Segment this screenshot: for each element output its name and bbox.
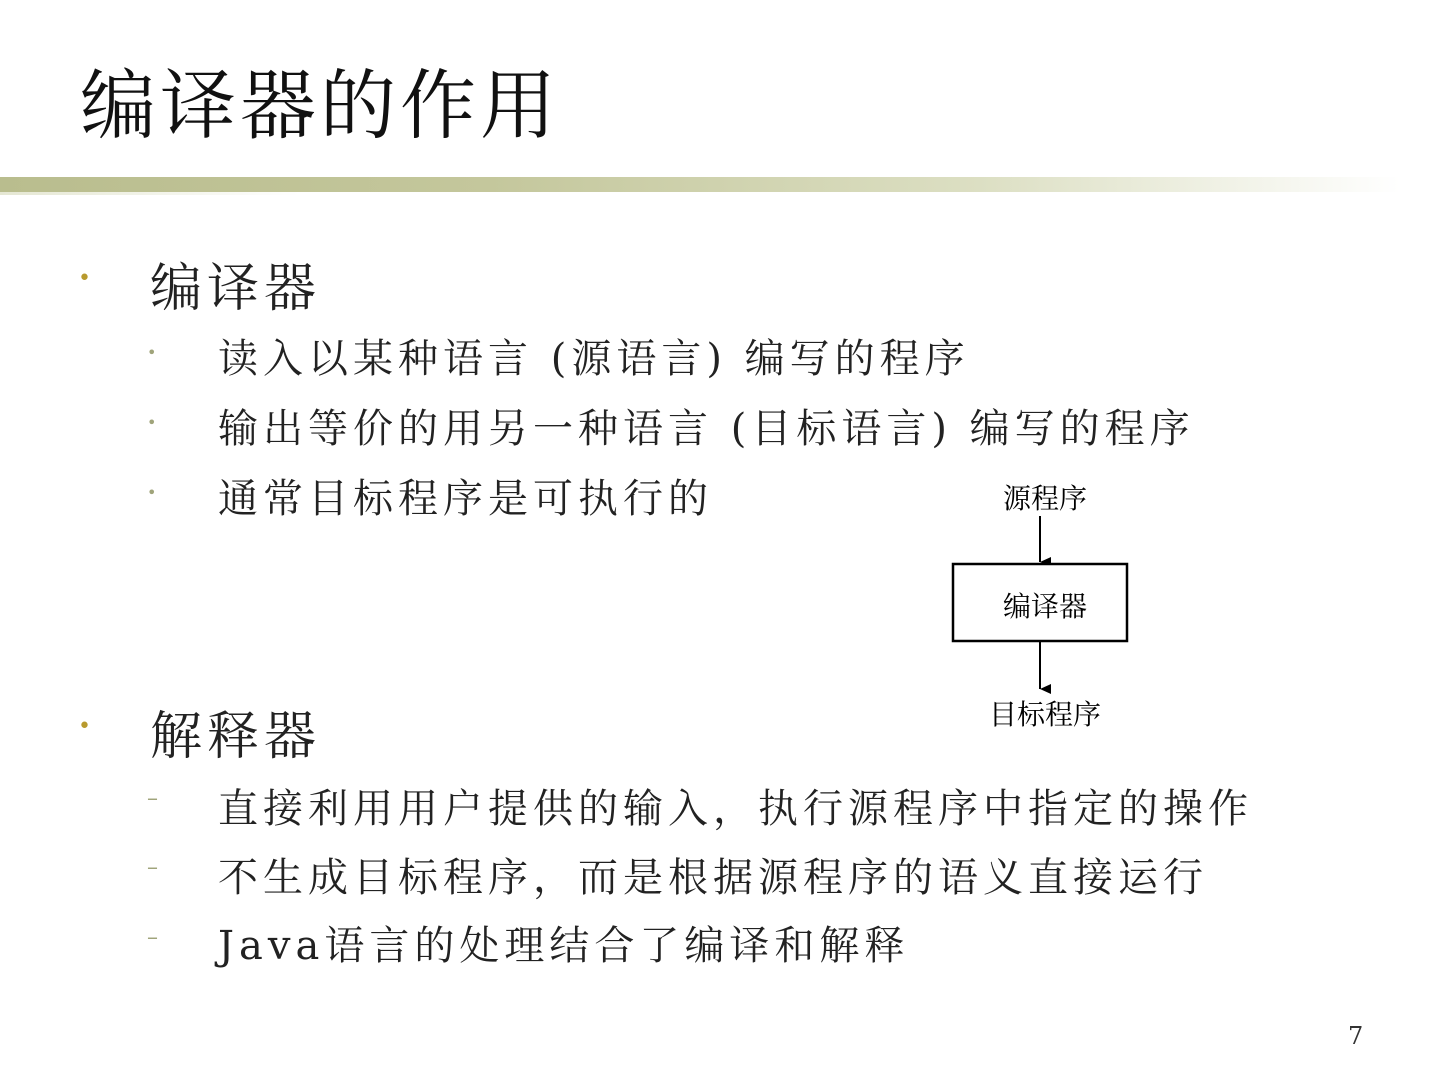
compiler-heading: 编译器 (150, 259, 322, 319)
compiler-point: 通常目标程序是可执行的 (218, 476, 713, 522)
interpreter-point: 直接利用用户提供的输入，执行源程序中指定的操作 (218, 786, 1253, 832)
bullet-icon: • (147, 413, 157, 432)
diagram-box-label: 编译器 (1002, 590, 1087, 623)
bullet-icon: • (78, 266, 91, 291)
interpreter-point: Java语言的处理结合了编译和解释 (218, 923, 910, 969)
title-rule (0, 177, 1400, 192)
dash-bullet-icon: – (147, 786, 158, 811)
compiler-point: 读入以某种语言 (源语言) 编写的程序 (218, 336, 970, 382)
bullet-icon: • (147, 483, 157, 502)
interpreter-heading: 解释器 (150, 707, 322, 767)
slide-title: 编译器的作用 (80, 61, 560, 150)
dash-bullet-icon: – (147, 855, 158, 880)
bullet-icon: • (78, 714, 91, 739)
bullet-icon: • (147, 343, 157, 362)
compiler-point: 输出等价的用另一种语言 (目标语言) 编写的程序 (218, 406, 1195, 452)
diagram-output-label: 目标程序 (988, 698, 1101, 731)
compiler-diagram (940, 475, 1150, 735)
page-number: 7 (1348, 1022, 1364, 1050)
diagram-input-label: 源程序 (1002, 482, 1087, 515)
dash-bullet-icon: – (147, 925, 158, 950)
interpreter-point: 不生成目标程序，而是根据源程序的语义直接运行 (218, 855, 1208, 901)
title-rule-highlight (0, 192, 300, 195)
